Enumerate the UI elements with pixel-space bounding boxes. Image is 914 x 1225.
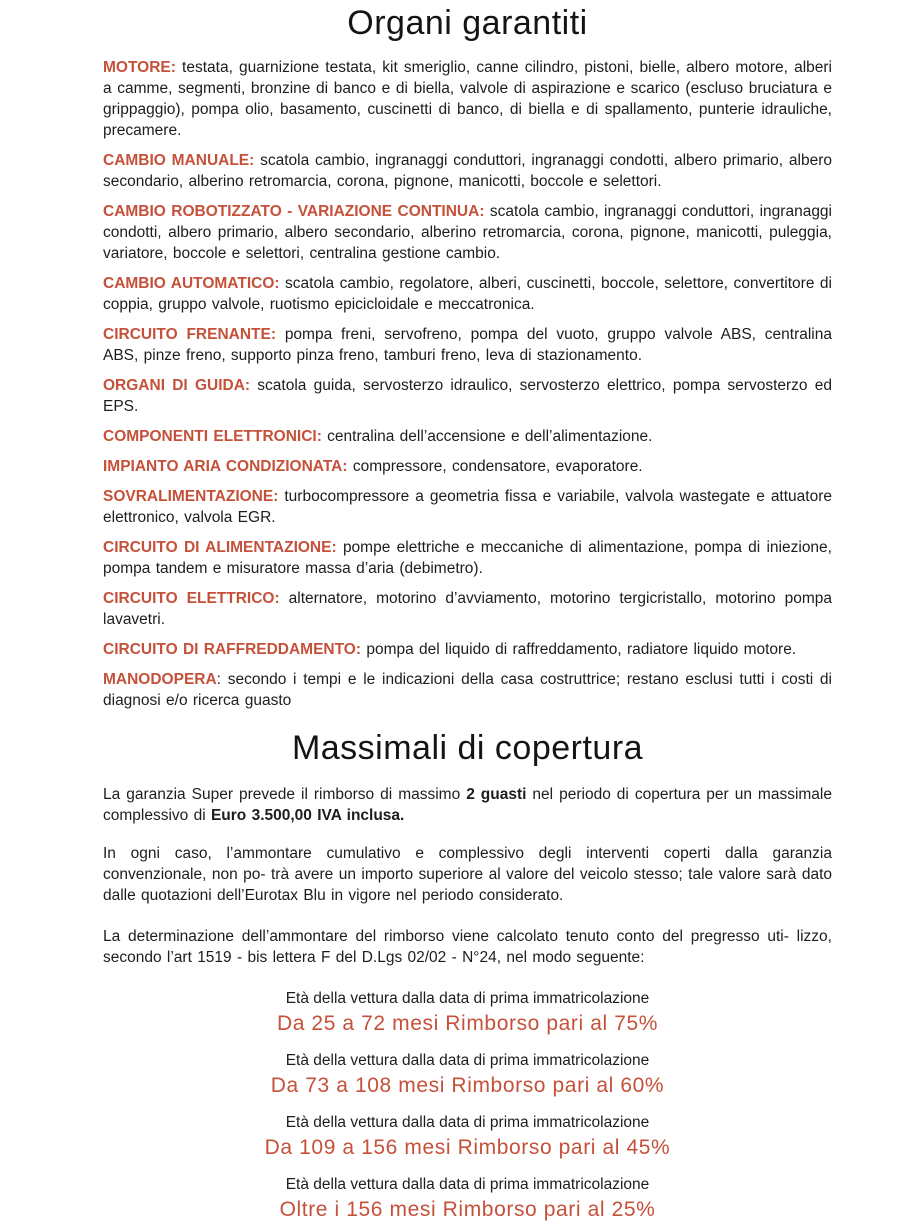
section-cambio-manuale [103,150,832,192]
schedule-block-oltre-156 [103,1174,832,1225]
section-label: MOTORE: [103,59,176,76]
massimali-paragraph-1 [103,784,832,826]
section-text: compressore, condensatore, evaporatore. [352,458,643,475]
section-label: MANODOPERA [103,671,217,688]
paragraph-bold-text: 2 guasti [466,786,527,803]
schedule-block-25-72 [103,988,832,1039]
schedule-age-line: Età della vettura dalla data di prima immatricolazione [285,1176,650,1193]
massimali-paragraph-3: La determinazione dell’ammontare del rimborso viene calcolato tenuto conto del pregresso uti- lizzo, secondo l’art 1519 - bis lettera F del D.Lgs 02/02 - N°24, nel modo seguente: [103,928,832,966]
schedule-value-line: Da 25 a 72 mesi Rimborso pari al 75% [276,1012,659,1035]
section-label: CIRCUITO DI RAFFREDDAMENTO: [103,641,362,658]
schedule-value-line: Oltre i 156 mesi Rimborso pari al 25% [279,1198,656,1221]
section-text: testata, guarnizione testata, kit smeriglio, canne cilindro, pistoni, bielle, albero motore, alberi a camme, segmenti, bronzine di banco e di biella, valvole di aspirazione e scarico (escluso bruciatura e grippaggio), pompa olio, basamento, cuscinetti di banco, di biella e di spallamento, punterie idrauliche, precamere. [103,59,832,139]
section-text: pompe elettriche e meccaniche di alimentazione, pompa di iniezione, pompa tandem e misuratore massa d’aria (debimetro). [103,539,832,577]
section-componenti-elettronici [103,426,832,447]
section-organi-di-guida [103,375,832,417]
paragraph-text: La garanzia Super prevede il rimborso di massimo [103,786,467,803]
section-circuito-elettrico [103,588,832,630]
section-impianto-aria-condizionata [103,456,832,477]
section-label: SOVRALIMENTAZIONE: [103,488,279,505]
section-label: CAMBIO MANUALE: [103,152,255,169]
schedule-value-line: Da 73 a 108 mesi Rimborso pari al 60% [270,1074,665,1097]
page-title-organi-garantiti: Organi garantiti [347,4,588,42]
section-text: scatola cambio, ingranaggi conduttori, ingranaggi condotti, albero primario, albero secondario, alberino retromarcia, corona, pignone, manicotti, boccole e selettori. [103,152,832,190]
schedule-age-line: Età della vettura dalla data di prima immatricolazione [285,990,650,1007]
schedule-block-109-156 [103,1112,832,1163]
schedule-value-line: Da 109 a 156 mesi Rimborso pari al 45% [264,1136,671,1159]
section-circuito-di-raffreddamento [103,639,832,660]
section-label: CAMBIO ROBOTIZZATO - VARIAZIONE CONTINUA: [103,203,485,220]
section-label: CAMBIO AUTOMATICO: [103,275,280,292]
section-text: : secondo i tempi e le indicazioni della casa costruttrice; restano esclusi tutti i costi di diagnosi e/o ricerca guasto [103,671,832,709]
section-motore [103,57,832,141]
rimborso-schedule [103,988,832,1225]
section-text: centralina dell’accensione e dell’alimentazione. [327,428,653,445]
section-text: alternatore, motorino d’avviamento, motorino tergicristallo, motorino pompa lavavetri. [103,590,833,628]
section-sovralimentazione [103,486,832,528]
paragraph-bold-text: Euro 3.500,00 IVA inclusa. [210,807,405,824]
section-circuito-frenante [103,324,832,366]
section-label: COMPONENTI ELETTRONICI: [103,428,322,445]
section-manodopera [103,669,832,711]
section-label: CIRCUITO ELETTRICO: [103,590,280,607]
page-title-massimali-di-copertura: Massimali di copertura [291,729,644,767]
section-label: CIRCUITO FRENANTE: [103,326,276,343]
section-label: IMPIANTO ARIA CONDIZIONATA: [103,458,348,475]
section-text: scatola cambio, ingranaggi conduttori, ingranaggi condotti, albero primario, albero secondario, alberino retromarcia, corona, pignone, manicotti, puleggia, variatore, boccole e selettori, centralina gestione cambio. [103,203,832,262]
section-text: turbocompressore a geometria fissa e variabile, valvola wastegate e attuatore elettronico, valvola EGR. [103,488,832,526]
section-cambio-automatico [103,273,832,315]
schedule-block-73-108 [103,1050,832,1101]
section-text: pompa freni, servofreno, pompa del vuoto, gruppo valvole ABS, centralina ABS, pinze freno, supporto pinza freno, tamburi freno, leva di stazionamento. [103,326,832,364]
section-label: ORGANI DI GUIDA: [103,377,251,394]
section-text: scatola cambio, regolatore, alberi, cuscinetti, boccole, selettore, convertitore di coppia, gruppo valvole, ruotismo epicicloidale e meccatronica. [103,275,832,313]
section-label: CIRCUITO DI ALIMENTAZIONE: [103,539,337,556]
paragraph-text: nel periodo di copertura per un massimale complessivo di [103,786,832,824]
section-cambio-robotizzato [103,201,832,264]
section-text: scatola guida, servosterzo idraulico, servosterzo elettrico, pompa servosterzo ed EPS. [103,377,833,415]
massimali-paragraph-2: In ogni caso, l’ammontare cumulativo e complessivo degli interventi coperti dalla garanzia convenzionale, non po- trà avere un importo superiore al valore del veicolo stesso; tale valore sarà dato dalle quotazioni dell’Eurotax Blu in vigore nel periodo considerato. [103,845,832,904]
schedule-age-line: Età della vettura dalla data di prima immatricolazione [285,1114,650,1131]
section-circuito-di-alimentazione [103,537,832,579]
schedule-age-line: Età della vettura dalla data di prima immatricolazione [285,1052,650,1069]
section-text: pompa del liquido di raffreddamento, radiatore liquido motore. [366,641,797,658]
